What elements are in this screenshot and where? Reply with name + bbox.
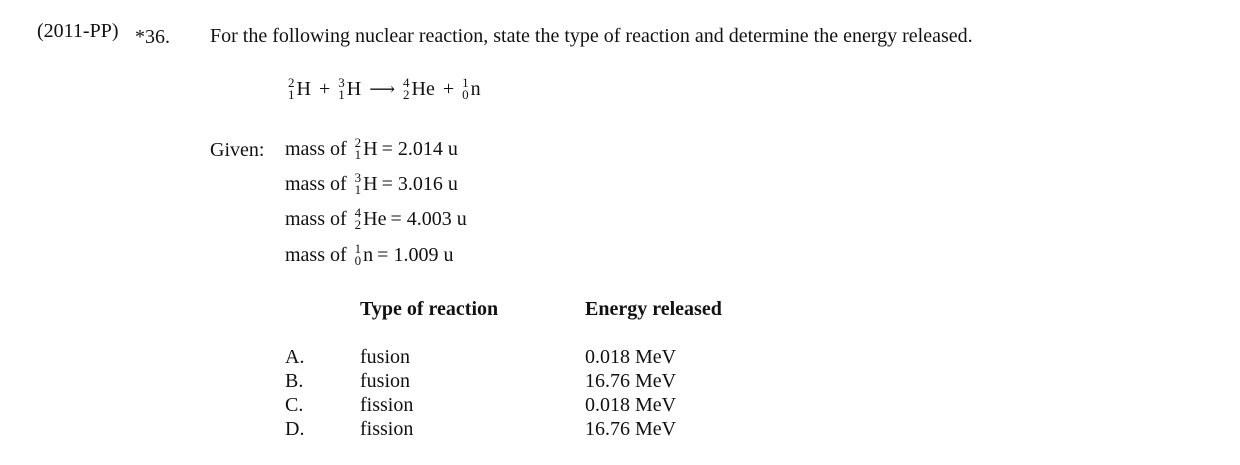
nuclide-tritium: 3 1 H [338, 75, 362, 102]
question-tag: (2011-PP) [37, 20, 119, 42]
option-b-energy: 16.76 MeV [585, 370, 677, 392]
nuclide-helium: 4 2 He [403, 75, 435, 102]
given-label: Given: [210, 139, 265, 161]
header-type-of-reaction: Type of reaction [360, 298, 499, 320]
nuclide-deuterium: 2 1 H [354, 135, 378, 162]
header-energy-released: Energy released [585, 298, 722, 320]
option-c-type: fission [360, 394, 414, 416]
question-number: *36. [135, 26, 170, 48]
nuclide-tritium: 3 1 H [354, 170, 378, 197]
question-text: For the following nuclear reaction, state the type of reaction and determine the energy released. [210, 25, 973, 47]
option-letter-d: D. [285, 418, 305, 440]
option-letter-b: B. [285, 370, 304, 392]
reaction-equation [288, 77, 481, 101]
option-letter-c: C. [285, 394, 304, 416]
nuclide-helium: 4 2 He [354, 205, 387, 232]
option-b-type: fusion [360, 370, 410, 392]
nuclide-neutron: 1 0 n [462, 75, 481, 102]
nuclide-deuterium: 2 1 H [288, 75, 311, 102]
plus-sign: + [318, 77, 331, 100]
given-item: mass of 3 1 H = 3.016 u [285, 170, 458, 197]
plus-sign: + [442, 77, 455, 100]
option-letter-a: A. [285, 346, 305, 368]
reaction-arrow: ⟶ [369, 78, 395, 100]
option-a-type: fusion [360, 346, 410, 368]
given-item: mass of 4 2 He = 4.003 u [285, 205, 467, 232]
given-item: mass of 1 0 n = 1.009 u [285, 241, 454, 268]
option-a-energy: 0.018 MeV [585, 346, 677, 368]
option-c-energy: 0.018 MeV [585, 394, 677, 416]
option-d-type: fission [360, 418, 414, 440]
nuclide-neutron: 1 0 n [354, 241, 374, 268]
option-d-energy: 16.76 MeV [585, 418, 677, 440]
given-item: mass of 2 1 H = 2.014 u [285, 135, 458, 162]
